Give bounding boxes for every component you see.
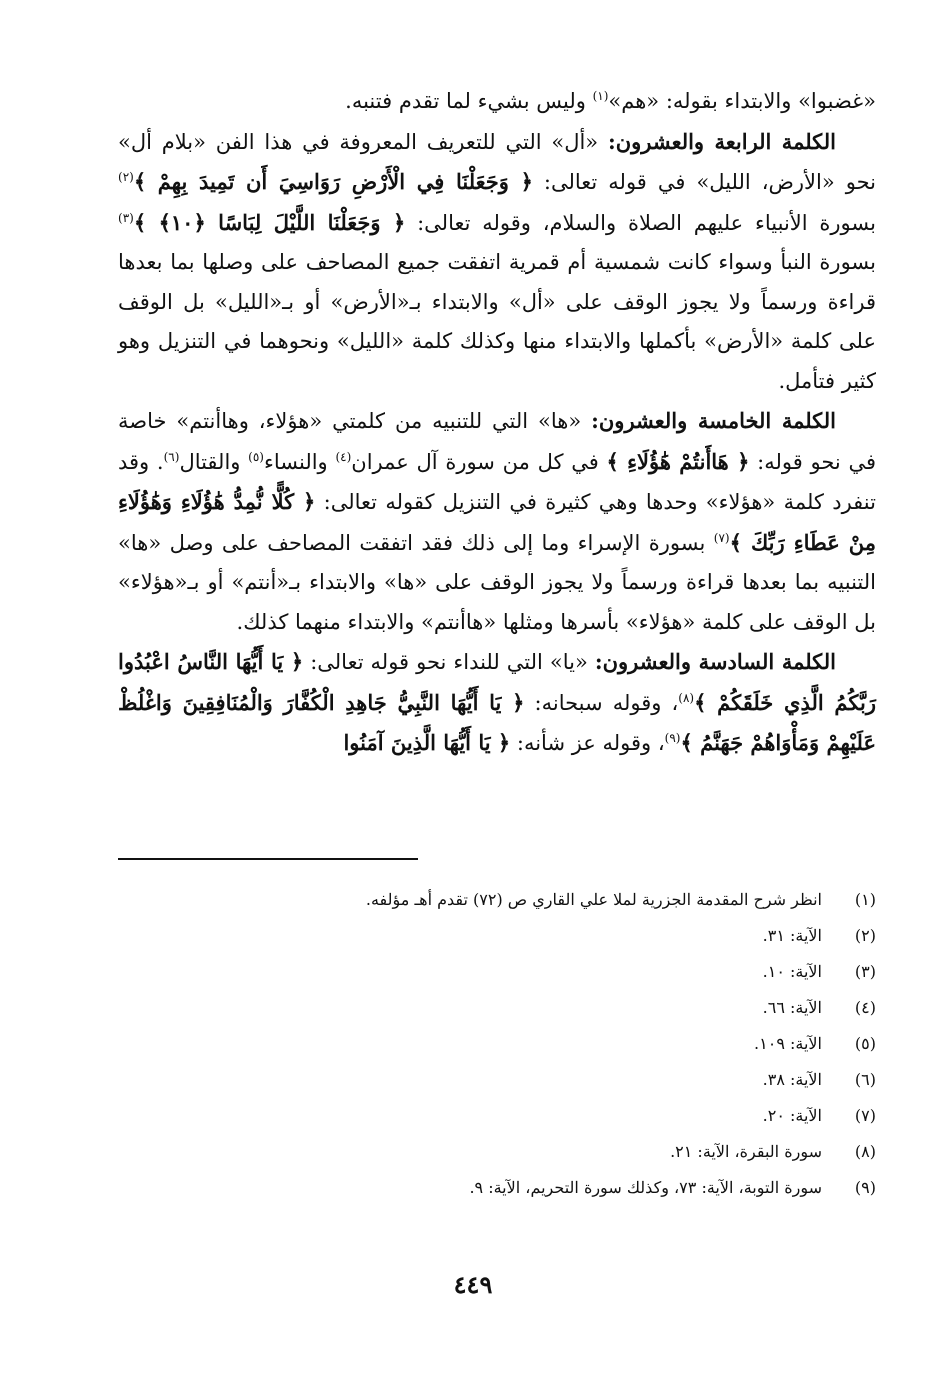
text-run: في كل من سورة آل عمران — [351, 449, 607, 474]
text-run: بسورة النبأ وسواء كانت شمسية أم قمرية اتفقت جميع المصاحف على وصلها بما بعدها قراءة ورسماً ولا يجوز الوقف على «أل» والابتداء بـ«الأرض» أو بـ«الليل» بل الوقف على كلمة «الأرض» بأكملها والابتداء منها وكذلك كلمة «الليل» ونحوهما في التنزيل وهو كثير فتأمل. — [118, 250, 876, 393]
footnote-item — [118, 1098, 876, 1134]
footnotes-list — [118, 882, 876, 1206]
text-run: بسورة الأنبياء عليهم الصلاة والسلام، وقوله تعالى: — [405, 210, 876, 235]
footnote-text: سورة البقرة، الآية: ٢١. — [670, 1142, 822, 1161]
quran-verse: ﴿ يَا أَيُّهَا النَّاسُ اعْبُدُوا رَبَّكُمُ الَّذِي خَلَقَكُمْ ﴾ — [118, 649, 876, 715]
footnote-number: (٦) — [854, 1070, 876, 1089]
text-run: ، وقوله عز شأنه: — [510, 731, 665, 755]
quran-verse: ﴿ يَا أَيُّهَا الَّذِينَ آمَنُوا — [343, 730, 511, 755]
quran-verse: ﴿ هَاأَنتُمْ هَٰؤُلَاءِ ﴾ — [606, 448, 750, 474]
footnote-text: الآية: ٦٦. — [762, 998, 822, 1017]
footnote-item — [118, 990, 876, 1026]
text-run: «غضبوا» والابتداء بقوله: «هم» — [608, 89, 876, 113]
footnote-item — [118, 1170, 876, 1206]
footnote-number: (١) — [854, 890, 876, 909]
section-heading-26: الكلمة السادسة والعشرون: — [594, 649, 837, 674]
footnote-ref: (٧) — [713, 530, 730, 545]
section-heading-24: الكلمة الرابعة والعشرون: — [607, 128, 836, 154]
quran-verse: ﴿ كُلًّا نُّمِدُّ هَٰؤُلَاءِ وَهَٰؤُلَاءِ مِنْ عَطَاءِ رَبِّكَ ﴾ — [118, 489, 877, 555]
text-run: ، وقوله سبحانه: — [524, 690, 679, 715]
footnote-text: الآية: ١٠. — [762, 962, 822, 981]
footnote-item — [118, 954, 876, 990]
footnote-text: سورة التوبة، الآية: ٧٣، وكذلك سورة التحريم، الآية: ٩. — [469, 1178, 822, 1197]
footnote-ref: (١) — [592, 89, 609, 103]
section-heading-25: الكلمة الخامسة والعشرون: — [591, 408, 837, 433]
footnote-item — [118, 1062, 876, 1098]
quran-verse: ﴿ يَا أَيُّهَا النَّبِيُّ جَاهِدِ الْكُفَّارَ وَالْمُنَافِقِينَ وَاغْلُظْ عَلَيْهِمْ وَمَأْوَاهُمْ جَهَنَّمُ ﴾ — [118, 689, 876, 755]
footnote-number: (٣) — [854, 962, 876, 981]
paragraph-26 — [118, 642, 876, 764]
text-run: . وقد تنفرد كلمة «هؤلاء» وحدها وهي كثيرة في التنزيل كقوله تعالى: — [118, 449, 876, 514]
footnote-number: (٢) — [854, 926, 876, 945]
footnote-number: (٨) — [854, 1142, 876, 1161]
paragraph-continuation — [118, 82, 876, 122]
footnote-number: (٧) — [854, 1106, 876, 1125]
footnote-ref: (٢) — [118, 170, 134, 184]
footnote-item — [118, 1026, 876, 1062]
text-run: «أل» التي للتعريف المعروفة في هذا الفن «بلام أل» نحو «الأرض، الليل» في قوله تعالى: — [118, 129, 876, 194]
text-run: بسورة الإسراء وما إلى ذلك فقد اتفقت المصاحف على وصل «ها» التنبيه بما بعدها قراءة ورسماً ولا يجوز الوقف على «ها» والابتداء بـ«أنتم» أو بـ«هؤلاء» بل الوقف على كلمة «هؤلاء» بأسرها ومثلها «هاأنتم» والابتداء منهما كذلك. — [118, 530, 876, 634]
footnote-text: الآية: ١٠٩. — [754, 1034, 822, 1053]
footnote-item — [118, 882, 876, 918]
footnote-ref: (٨) — [678, 690, 695, 705]
text-run: والنساء — [263, 449, 336, 474]
footnote-ref: (٤) — [335, 449, 352, 464]
footnote-item — [118, 1134, 876, 1170]
footnote-number: (٤) — [854, 998, 876, 1017]
main-text — [118, 82, 876, 764]
footnote-text: الآية: ٢٠. — [762, 1106, 822, 1125]
page-body — [118, 82, 877, 1197]
text-run: والقتال — [179, 449, 249, 474]
footnote-ref: (٦) — [163, 449, 180, 464]
footnote-item — [118, 918, 876, 954]
footnote-ref: (٥) — [248, 449, 264, 464]
footnote-number: (٩) — [854, 1178, 876, 1197]
footnote-ref: (٩) — [664, 731, 681, 745]
paragraph-24 — [118, 122, 876, 402]
footnote-text: الآية: ٣١. — [762, 926, 822, 945]
footnote-text: الآية: ٣٨. — [762, 1070, 822, 1089]
footnote-text: انظر شرح المقدمة الجزرية لملا علي القاري ص (٧٢) تقدم أهـ مؤلفه. — [365, 890, 822, 909]
quran-verse: ﴿ وَجَعَلْنَا فِي الْأَرْضِ رَوَاسِيَ أَن تَمِيدَ بِهِمْ ﴾ — [133, 169, 533, 194]
paragraph-25 — [118, 401, 876, 642]
text-run: وليس بشيء لما تقدم فتنبه. — [345, 89, 593, 113]
quran-verse: ﴿ وَجَعَلْنَا اللَّيْلَ لِبَاسًا ﴿١٠﴾ ﴾ — [133, 209, 406, 235]
footnote-divider — [118, 858, 418, 860]
footnote-number: (٥) — [854, 1034, 876, 1053]
page-number: ٤٤٩ — [453, 1270, 493, 1299]
text-run: «يا» التي للنداء نحو قوله تعالى: — [303, 650, 595, 674]
footnote-ref: (٣) — [118, 210, 134, 225]
text-run: «ها» التي للتنبيه من كلمتي «هؤلاء، وهاأنتم» خاصة في نحو قوله: — [118, 409, 877, 474]
